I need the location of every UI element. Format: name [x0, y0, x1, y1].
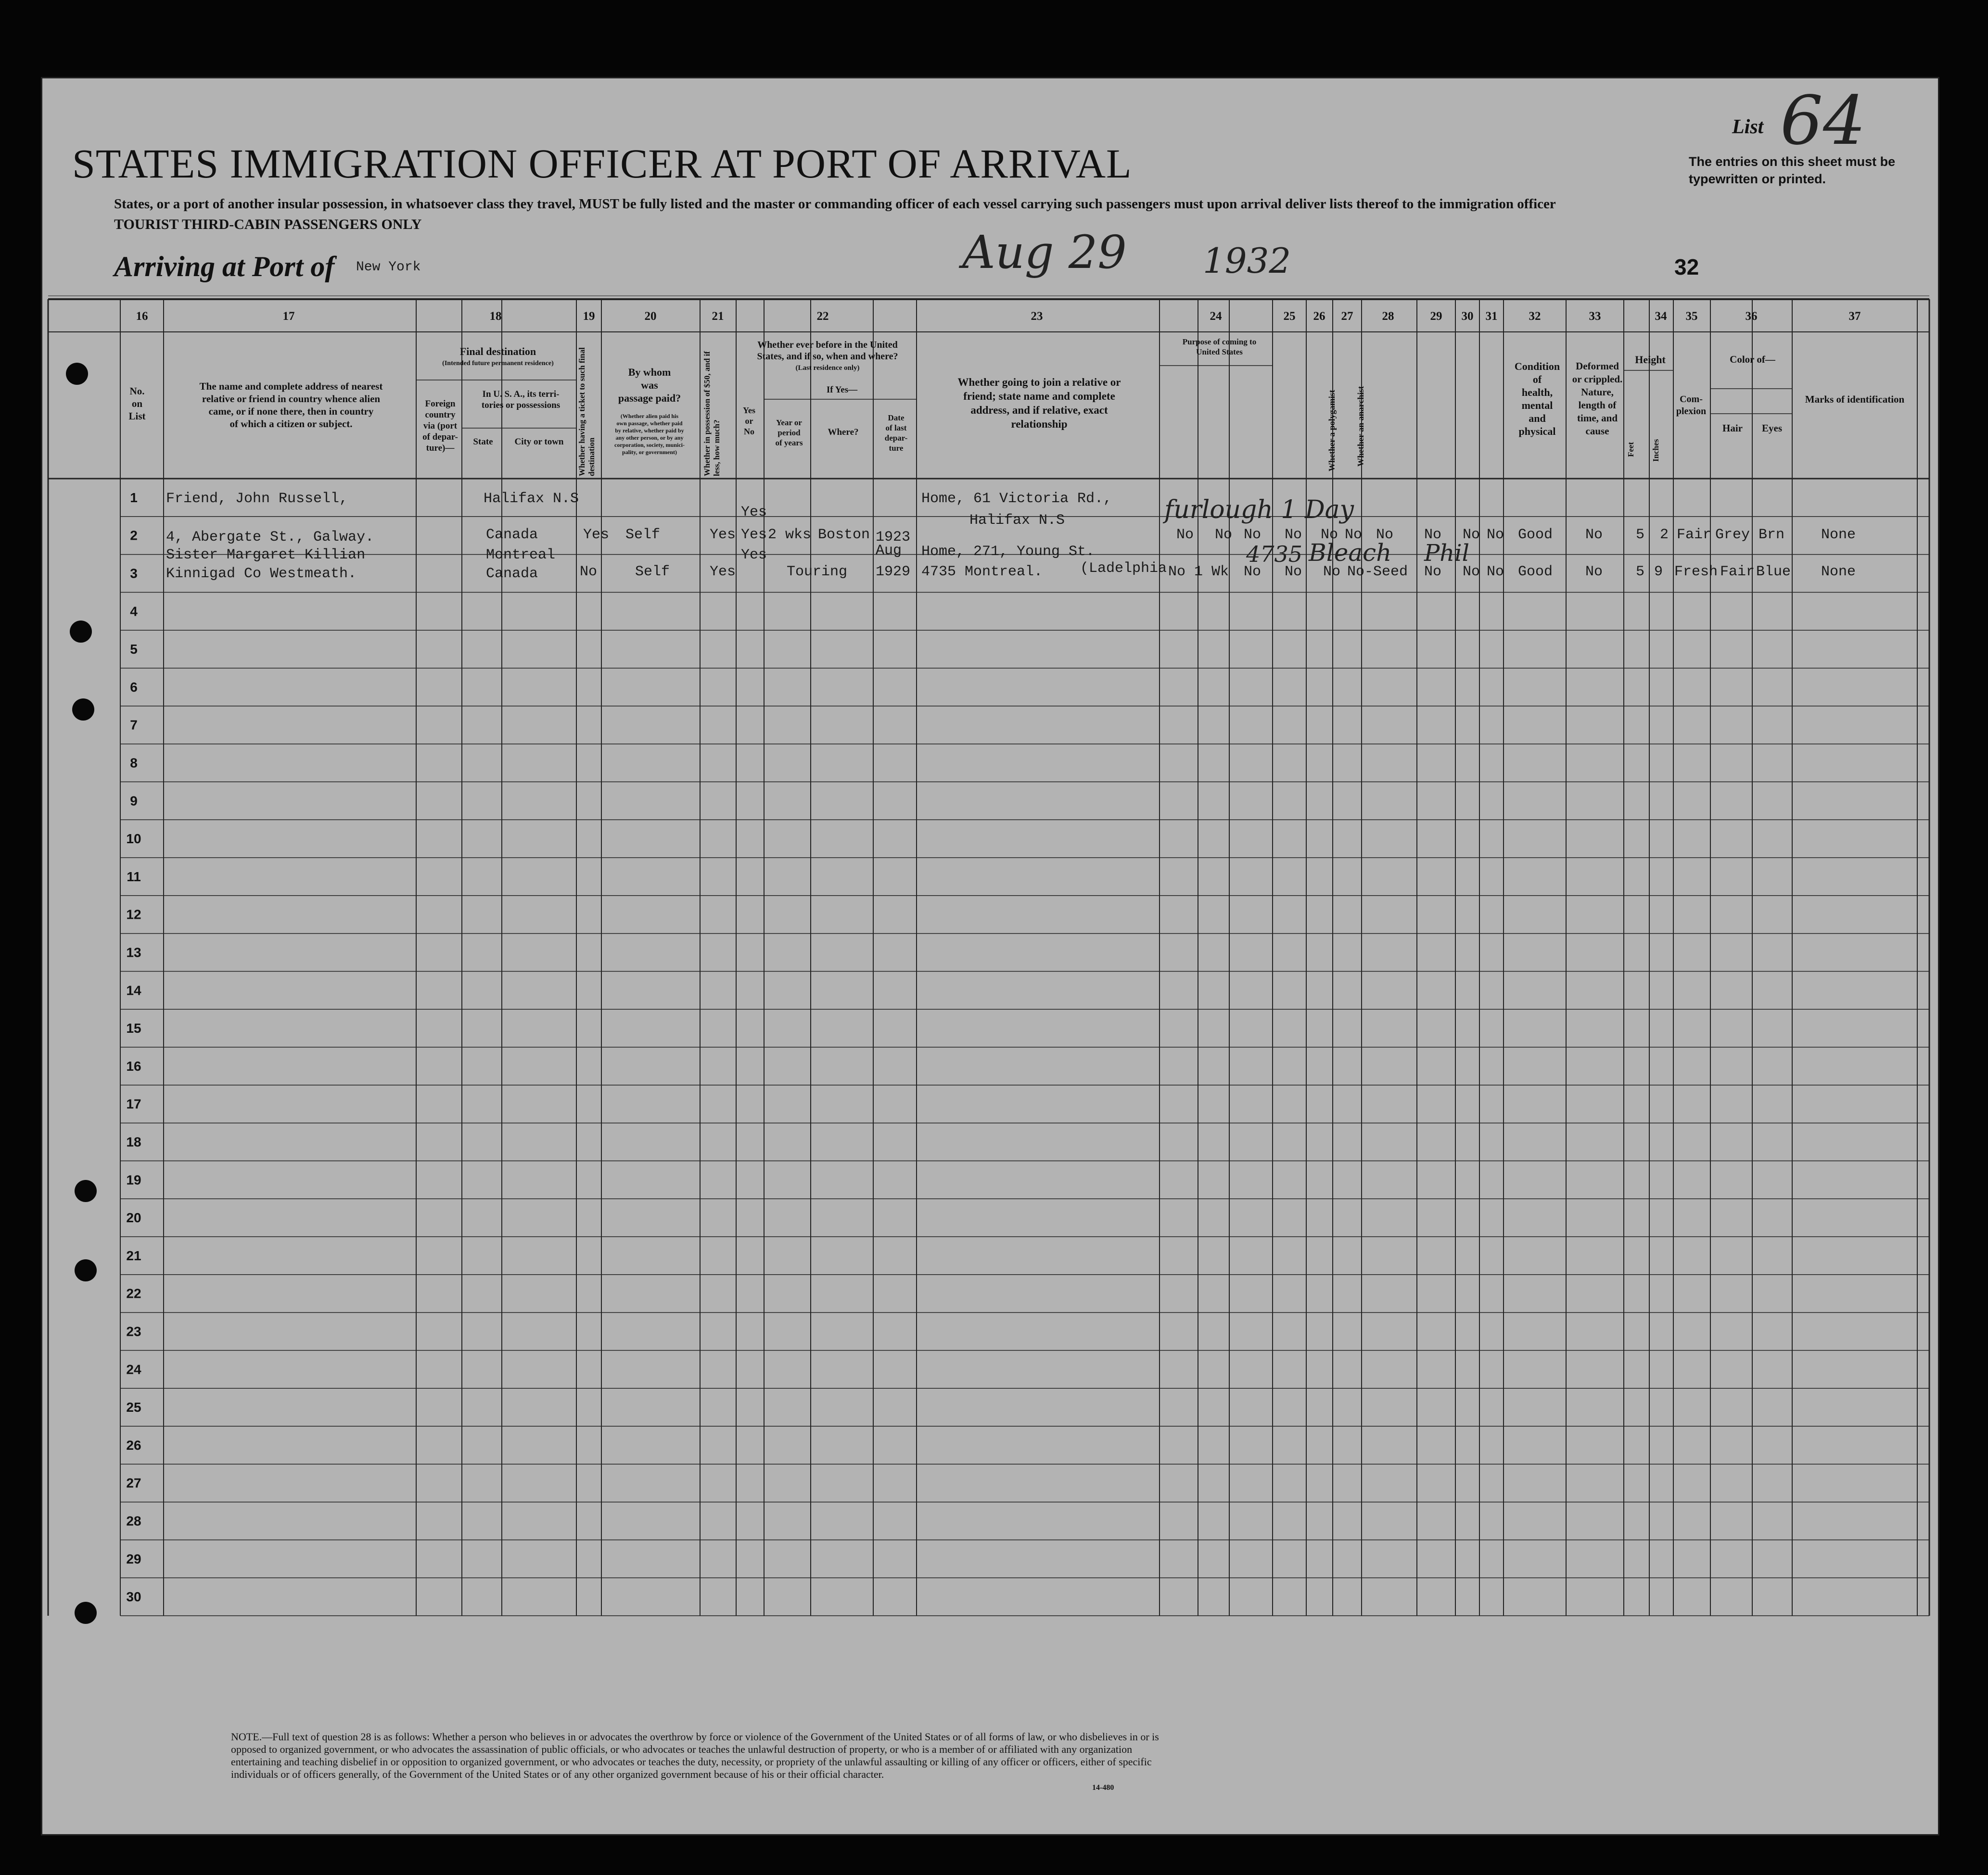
r2-answer: No: [1285, 564, 1302, 580]
row-number: 25: [126, 1400, 141, 1415]
row-number: 7: [130, 717, 138, 733]
r2-date-month: Aug: [876, 543, 902, 559]
r1-dest-country: Canada: [486, 527, 538, 543]
col22-date-line: depar-: [884, 433, 908, 443]
column-number: 32: [1529, 310, 1541, 323]
port-name: New York: [356, 260, 421, 275]
r2-answer: No-Seed: [1347, 564, 1408, 580]
col22-yesno: [737, 405, 761, 437]
row-number: 28: [126, 1513, 141, 1529]
r1-join-b: Halifax N.S: [969, 512, 1065, 529]
r1-before: Yes: [741, 504, 767, 520]
col18-city: City or town: [514, 437, 564, 447]
col32-line: physical: [1518, 425, 1556, 437]
column-number: 18: [489, 310, 502, 323]
col18-foreign-line: via (port: [423, 421, 458, 431]
col36-header: Color of—: [1730, 354, 1775, 365]
col20-note-line: own passage, whether paid: [616, 420, 683, 427]
row-number: 26: [126, 1437, 141, 1453]
col16-line: List: [128, 410, 146, 422]
r2-address: Kinnigad Co Westmeath.: [166, 566, 357, 582]
column-number: 16: [136, 310, 148, 323]
col22-where: Where?: [828, 427, 859, 437]
r1-answer: No: [1176, 527, 1194, 543]
column-number: 29: [1430, 310, 1442, 323]
r1-answer: No: [1376, 527, 1394, 543]
col33-line: time, and: [1577, 412, 1618, 424]
col18-usa-line: tories or possessions: [481, 400, 561, 410]
r2-join-c: (Ladelphia: [1080, 560, 1167, 577]
column-number: 20: [644, 310, 657, 323]
r2-hair: Fair: [1720, 564, 1755, 580]
col18-subheader: (Intended future permanent residence): [442, 360, 554, 367]
col18-usa: [464, 389, 577, 411]
r1-answer: No: [1215, 527, 1233, 543]
col18-usa-line: In U. S. A., its terri-: [482, 389, 560, 399]
r2-inches: 9: [1654, 564, 1663, 580]
r1-inches: 2: [1660, 527, 1669, 543]
r1-join-a: Home, 61 Victoria Rd.,: [921, 491, 1112, 507]
col23-line: friend; state name and complete: [963, 390, 1115, 402]
r1-answer: No: [1463, 527, 1480, 543]
col23-line: Whether going to join a relative or: [957, 376, 1121, 388]
col33-line: cause: [1585, 425, 1609, 437]
r2-answer: No: [1463, 564, 1480, 580]
r2-purpose: No 1 Wk: [1168, 564, 1229, 580]
col18-state: State: [473, 437, 493, 447]
col20-note: [607, 413, 692, 456]
footnote: NOTE.—Full text of question 28 is as follows: Whether a person who believes in or advocates the overthrow by force or violence of the Government of the United States or of all forms of law, or who disbelieves in or is opposed to organized government, or who advocates the assassination of public officials, or who advocates or teaches the unlawful destruction of property, or who is a member of or affiliated with any organization entertaining and teaching disbelief in or opposition to organized government, or who advocates or teaches the duty, necessity, or propriety of the unlawful assaulting or killing of any officer or officers, either of specific individuals or of officers generally, of the Government of the United States or of any other organized government because of his or their official character.: [231, 1731, 1159, 1780]
column-number: 27: [1341, 310, 1353, 323]
col20-header: [604, 366, 695, 405]
col32-line: mental: [1521, 399, 1553, 411]
col24-line: United States: [1196, 347, 1243, 356]
row-number: 8: [130, 755, 138, 771]
form-subtitle: States, or a port of another insular possession, in whatsoever class they travel, MUST be fully listed and the master or commanding officer of each vessel carrying such passengers must upon arrival deliver lists thereof to the immigration officer: [114, 196, 1556, 212]
r2-join-b: 4735 Montreal.: [921, 564, 1043, 580]
r1-fifty: Yes: [710, 527, 736, 543]
r1-marks: None: [1821, 527, 1856, 543]
col22-year-line: Year or: [776, 418, 802, 427]
col20-line: By whom: [628, 366, 671, 378]
col36-hair: Hair: [1722, 422, 1743, 434]
col32-line: and: [1529, 412, 1546, 424]
r1-answer: No: [1345, 527, 1363, 543]
col23-line: address, and if relative, exact: [970, 404, 1108, 416]
row-number: 29: [126, 1551, 141, 1567]
row-number: 10: [126, 831, 141, 847]
column-number: 28: [1382, 310, 1394, 323]
col33-line: length of: [1578, 399, 1617, 411]
r2-join-a: Home, 271, Young St.: [921, 544, 1095, 560]
row-number: 22: [126, 1286, 141, 1301]
handwritten-note: Bleach: [1309, 539, 1392, 567]
col16-header: [120, 385, 154, 422]
col20-line: passage paid?: [618, 392, 681, 404]
column-number: 19: [583, 310, 595, 323]
row-number: 13: [126, 945, 141, 960]
r2-fifty: Yes: [710, 564, 736, 580]
column-number: 36: [1745, 310, 1758, 323]
column-number: 35: [1685, 310, 1698, 323]
col20-note-line: any other person, or by any: [615, 434, 684, 441]
r1-dest-city: Halifax N.S: [484, 491, 579, 507]
r1-answer: No: [1487, 527, 1504, 543]
col35-line: Com-: [1680, 394, 1703, 405]
r1-answer: No: [1424, 527, 1442, 543]
r1-ticket: Yes: [583, 527, 610, 543]
col18-foreign-line: Foreign: [425, 399, 456, 409]
col27-header: Whether an anarchist: [1356, 386, 1365, 467]
col26-header: Whether a polygamist: [1327, 390, 1337, 471]
r2-before: Yes: [741, 547, 767, 563]
r2-name: Sister Margaret Killian: [166, 547, 366, 563]
list-number: 64: [1780, 82, 1866, 160]
r2-date: 1929: [876, 564, 911, 580]
r2-dest-city: Montreal: [486, 547, 556, 563]
r2-period: Touring: [787, 564, 848, 580]
row-number: 21: [126, 1248, 141, 1263]
row-number: 3: [130, 566, 138, 581]
row-number: 12: [126, 907, 141, 922]
typewritten-note: The entries on this sheet must be typewritten or printed.: [1689, 154, 1896, 186]
col34-feet: Feet: [1626, 442, 1635, 457]
r2-answer: No: [1323, 564, 1341, 580]
row-number: 20: [126, 1210, 141, 1226]
arrival-date: Aug 29: [962, 226, 1127, 279]
col18-foreign-line: of depar-: [422, 432, 458, 442]
column-number: 23: [1031, 310, 1043, 323]
col22-date: [876, 413, 917, 453]
row-number: 24: [126, 1362, 141, 1377]
col32-line: Condition: [1514, 360, 1560, 372]
col18-foreign-line: country: [425, 410, 456, 420]
r1-where: Boston: [818, 527, 870, 543]
r1-complexion: Fair: [1677, 527, 1712, 543]
col32-header: [1506, 360, 1568, 438]
r2-ticket: No: [580, 564, 598, 580]
col20-note-line: pality, or government): [622, 449, 677, 456]
col18-foreign-line: ture)—: [426, 443, 455, 453]
col22-yesno-line: Yes: [743, 405, 755, 415]
col33-line: Nature,: [1581, 386, 1614, 398]
col22-date-line: Date: [888, 413, 905, 422]
col18-header: Final destination: [459, 345, 536, 357]
col22-header: [736, 339, 919, 374]
col22-date-line: ture: [889, 443, 904, 453]
r2-deformed: No: [1585, 564, 1603, 580]
arrival-year: 1932: [1203, 241, 1291, 281]
r1-name: Friend, John Russell,: [166, 491, 348, 507]
col22-date-line: of last: [885, 423, 907, 432]
row-number: 1: [130, 490, 138, 505]
col22-line: Whether ever before in the United: [757, 340, 898, 350]
r1-paid-by: Self: [625, 527, 661, 543]
row-number: 30: [126, 1589, 141, 1605]
col22-yesno-line: or: [745, 416, 753, 426]
handwritten-note: Phil: [1424, 540, 1469, 567]
r1-period: 2 wks: [768, 527, 812, 543]
col20-line: was: [641, 379, 658, 391]
col36-eyes: Eyes: [1762, 422, 1782, 434]
row-number: 11: [127, 869, 141, 884]
column-number: 30: [1461, 310, 1474, 323]
col22-line: (Last residence only): [795, 364, 860, 372]
col22-ifyes: If Yes—: [826, 385, 858, 395]
col17-line: The name and complete address of nearest: [199, 380, 383, 392]
column-number: 21: [712, 310, 724, 323]
row-number: 23: [126, 1324, 141, 1339]
column-number: 25: [1283, 310, 1296, 323]
col19-header: Whether having a ticket to such final destination: [577, 347, 596, 476]
row-number: 14: [126, 983, 141, 998]
col18-foreign: [419, 398, 462, 454]
r1-hair: Grey: [1715, 527, 1750, 543]
col17-line: of which a citizen or subject.: [229, 418, 353, 430]
handwritten-note: 4735: [1246, 541, 1303, 567]
r1-answer: No: [1321, 527, 1338, 543]
r1-health: Good: [1518, 527, 1553, 543]
col23-line: relationship: [1011, 418, 1068, 430]
arriving-label: Arriving at Port of: [114, 251, 335, 282]
col24-header: [1160, 337, 1278, 357]
col17-line: relative or friend in country whence alien: [202, 393, 381, 405]
col22-line: States, and if so, when and where?: [757, 351, 898, 362]
col22-yesno-line: No: [744, 427, 754, 436]
r1-answer: No: [1285, 527, 1302, 543]
col22-year-line: of years: [775, 438, 803, 447]
r2-paid-by: Self: [635, 564, 670, 580]
col20-note-line: (Whether alien paid his: [620, 413, 679, 419]
col17-header: [166, 380, 416, 430]
row-number: 15: [126, 1021, 141, 1036]
r2-answer: No: [1244, 564, 1262, 580]
column-number: 31: [1485, 310, 1498, 323]
col33-header: [1568, 360, 1626, 438]
row-number: 16: [126, 1058, 141, 1074]
col34-header: Height: [1635, 354, 1666, 366]
col34-inches: Inches: [1651, 439, 1660, 462]
col33-line: Deformed: [1576, 360, 1619, 372]
class-line: TOURIST THIRD-CABIN PASSENGERS ONLY: [114, 216, 422, 232]
column-number: 37: [1848, 310, 1861, 323]
r2-complexion: Fresh: [1674, 564, 1718, 580]
handwritten-note: furlough 1 Day: [1164, 495, 1354, 524]
column-number: 24: [1210, 310, 1222, 323]
col16-line: No.: [129, 385, 145, 397]
col33-line: or crippled.: [1572, 373, 1623, 385]
r2-feet: 5: [1636, 564, 1645, 580]
col20-note-line: by relative, whether paid by: [615, 427, 684, 434]
r2-dest-country: Canada: [486, 566, 538, 582]
row-number: 17: [126, 1096, 141, 1112]
r1-feet: 5: [1636, 527, 1645, 543]
col20-note-line: corporation, society, munici-: [614, 442, 685, 448]
col16-line: on: [131, 398, 143, 409]
row-number: 27: [126, 1475, 141, 1491]
row-number: 6: [130, 679, 138, 695]
row-number: 9: [130, 793, 138, 809]
col17-line: came, or if none there, then in country: [208, 405, 374, 417]
column-number: 33: [1589, 310, 1601, 323]
column-number: 26: [1313, 310, 1325, 323]
r1-date: 1923: [876, 529, 911, 545]
r1-answer: No: [1244, 527, 1262, 543]
col37-header: Marks of identification: [1805, 393, 1905, 405]
r2-answer: No: [1487, 564, 1504, 580]
row-number: 5: [130, 642, 138, 657]
list-label: List: [1732, 116, 1764, 138]
col24-line: Purpose of coming to: [1182, 337, 1257, 346]
row-number: 2: [130, 528, 138, 543]
form-title: STATES IMMIGRATION OFFICER AT PORT OF ARRIVAL: [72, 140, 1132, 187]
r1-before-2: Yes: [741, 527, 767, 543]
r2-health: Good: [1518, 564, 1553, 580]
col32-line: health,: [1521, 386, 1553, 398]
r1-deformed: No: [1585, 527, 1603, 543]
row-number: 4: [130, 604, 138, 619]
r2-answer: No: [1424, 564, 1442, 580]
r2-marks: None: [1821, 564, 1856, 580]
sheet-number: 32: [1674, 254, 1699, 279]
form-code: 14-480: [1092, 1784, 1114, 1792]
row-number: 19: [126, 1172, 141, 1188]
col35-line: plexion: [1676, 406, 1707, 417]
col32-line: of: [1532, 373, 1542, 385]
r2-eyes: Blue: [1756, 564, 1791, 580]
column-number: 17: [282, 310, 295, 323]
row-number: 18: [126, 1134, 141, 1150]
r1-address: 4, Abergate St., Galway.: [166, 529, 374, 545]
col21-header: Whether in possession of $50, and if less, how much?: [702, 351, 721, 476]
col22-year: [767, 418, 811, 448]
col35-header: [1674, 393, 1708, 418]
column-number: 22: [816, 310, 829, 323]
column-number: 34: [1655, 310, 1667, 323]
col23-header: [919, 375, 1160, 431]
col22-year-line: period: [777, 428, 801, 437]
r1-eyes: Brn: [1759, 527, 1785, 543]
